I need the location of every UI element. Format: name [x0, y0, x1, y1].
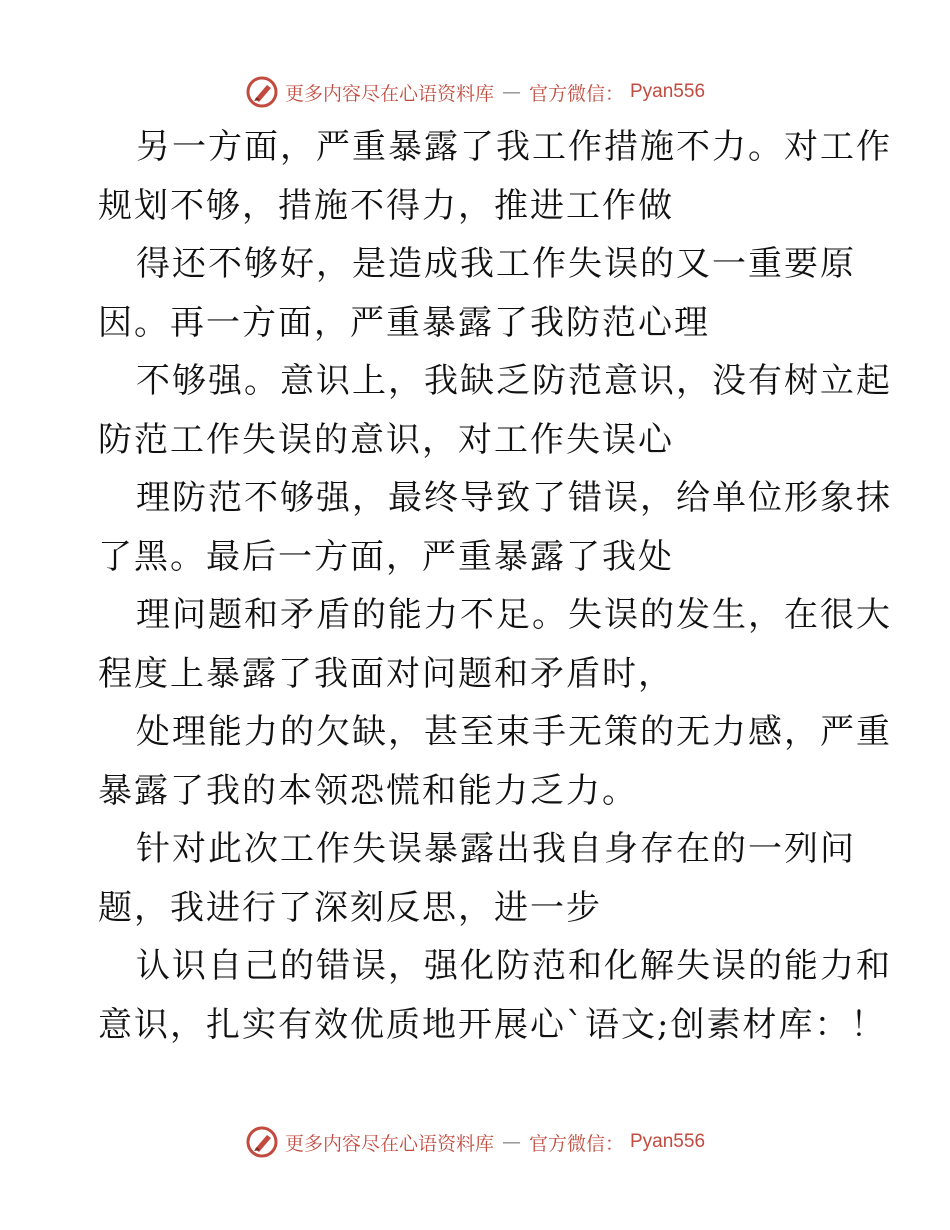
- body-line-1: 另一方面，严重暴露了我工作措施不力。对工作: [136, 127, 892, 167]
- pen-logo-icon: [245, 1125, 279, 1159]
- watermark-text: 更多内容尽在心语资料库: [284, 1132, 494, 1155]
- watermark-text: 更多内容尽在心语资料库: [284, 82, 494, 105]
- body-line-4: 因。再一方面，严重暴露了我防范心理: [98, 302, 710, 343]
- body-line-14: 题，我进行了深刻反思，进一步: [98, 887, 602, 928]
- footer-watermark: [0, 1122, 950, 1162]
- body-line-13: 针对此次工作失误暴露出我自身存在的一列问: [136, 829, 856, 869]
- body-line-10: 程度上暴露了我面对问题和矛盾时，: [98, 653, 674, 694]
- pen-logo-icon: [245, 75, 279, 109]
- body-line-11: 处理能力的欠缺，甚至束手无策的无力感，严重: [136, 712, 892, 752]
- body-line-16: 意识，扎实有效优质地开展心`语文;创素材库：！: [98, 1004, 887, 1045]
- body-line-7: 理防范不够强，最终导致了错误，给单位形象抹: [136, 478, 892, 518]
- header-watermark: [0, 72, 950, 112]
- watermark-wechat-id: Pyan556: [630, 81, 706, 102]
- watermark-wechat-id: Pyan556: [630, 1131, 706, 1152]
- watermark-label: 官方微信：: [528, 82, 624, 105]
- watermark-label: 官方微信：: [528, 1132, 624, 1155]
- body-line-5: 不够强。意识上，我缺乏防范意识，没有树立起: [136, 361, 892, 401]
- document-body: [98, 118, 892, 1054]
- body-line-15: 认识自己的错误，强化防范和化解失误的能力和: [136, 946, 892, 986]
- watermark-dash: —: [501, 81, 521, 103]
- body-line-12: 暴露了我的本领恐慌和能力乏力。: [98, 770, 638, 811]
- body-line-9: 理问题和矛盾的能力不足。失误的发生，在很大: [136, 595, 892, 635]
- body-line-2: 规划不够，措施不得力，推进工作做: [98, 185, 674, 226]
- body-line-3: 得还不够好，是造成我工作失误的又一重要原: [136, 244, 856, 284]
- body-line-8: 了黑。最后一方面，严重暴露了我处: [98, 536, 674, 577]
- watermark-dash: —: [501, 1131, 521, 1153]
- body-line-6: 防范工作失误的意识，对工作失误心: [98, 419, 674, 460]
